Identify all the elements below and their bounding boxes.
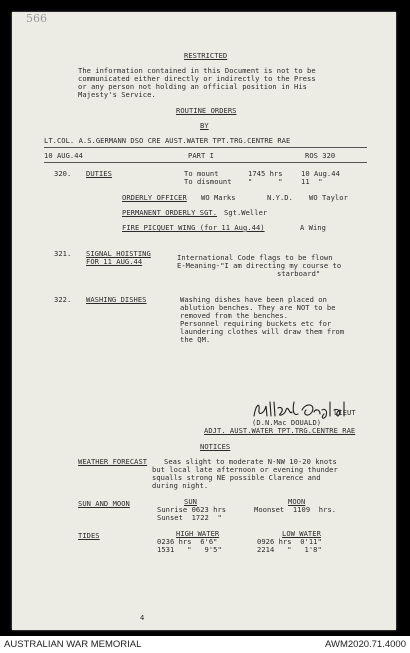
- item-320-title: DUTIES: [86, 169, 112, 178]
- mount-time: 1745 hrs: [248, 169, 283, 178]
- archive-name: AUSTRALIAN WAR MEMORIAL: [4, 639, 142, 650]
- low-water-heading: LOW WATER: [282, 529, 321, 538]
- item-322-number: 322.: [54, 295, 72, 304]
- dismount-date: 11 ": [301, 177, 323, 186]
- order-date: 10 AUG.44: [44, 151, 83, 160]
- item-322-title: WASHING DISHES: [86, 295, 147, 304]
- high-water-1: 0236 hrs 6'6": [157, 537, 218, 546]
- dismount-label: To dismount: [184, 177, 232, 186]
- weather-label: WEATHER FORECAST: [78, 457, 148, 466]
- divider: [44, 162, 367, 163]
- by-line: BY: [200, 121, 209, 130]
- divider: [44, 147, 367, 148]
- order-part: PART I: [188, 151, 214, 160]
- notice-line-3: or any person not holding an official position in His: [78, 82, 308, 91]
- pencil-mark: 566: [26, 12, 47, 25]
- sun-moon-label: SUN AND MOON: [78, 499, 130, 508]
- item-321-line-1: International Code flags to be flown: [177, 253, 333, 262]
- item-321-line-2: E-Meaning-"I am directing my course to: [177, 261, 342, 270]
- high-water-heading: HIGH WATER: [176, 529, 220, 538]
- orderly-officer-next: WO Taylor: [309, 193, 348, 202]
- signature-rank: LIEUT: [334, 408, 356, 417]
- signatory-title: ADJT. AUST.WATER TPT.TRG.CENTRE RAE: [204, 426, 356, 435]
- weather-line-1: Seas slight to moderate N-NW 10-20 knots: [164, 457, 337, 466]
- item-322-line-6: the QM.: [180, 335, 211, 344]
- notices-heading: NOTICES: [200, 442, 231, 451]
- item-321-title-1: SIGNAL HOISTING: [86, 249, 151, 258]
- item-322-line-4: Personnel requiring buckets etc for: [180, 319, 332, 328]
- sunrise: Sunrise 0623 hrs: [157, 505, 227, 514]
- item-322-line-5: laundering clothes will draw them from: [180, 327, 345, 336]
- notice-line-1: The information contained in this Document is not to be: [78, 66, 316, 75]
- orderly-sgt-value: Sgt.Weller: [224, 208, 268, 217]
- orderly-officer-value: WO Marks: [201, 193, 236, 202]
- footer-bar: [0, 636, 410, 653]
- orderly-sgt-label: PERMANENT ORDERLY SGT.: [122, 208, 218, 217]
- signatory-name: (D.N.Mac DOUALD): [252, 418, 322, 427]
- page-mark: 4: [140, 613, 145, 622]
- tides-label: TIDES: [78, 531, 100, 540]
- fire-picquet-label: FIRE PICQUET WING (for 11 Aug.44): [122, 223, 265, 232]
- mount-label: To mount: [184, 169, 219, 178]
- item-320-number: 320.: [54, 169, 72, 178]
- high-water-2: 1531 " 9'5": [157, 545, 222, 554]
- document-page: [12, 12, 396, 630]
- routine-orders-heading: ROUTINE ORDERS: [176, 106, 237, 115]
- mount-date: 10 Aug.44: [301, 169, 340, 178]
- orderly-officer-label: ORDERLY OFFICER: [122, 193, 187, 202]
- weather-line-2: but local late afternoon or evening thunder: [152, 465, 338, 474]
- low-water-1: 0926 hrs 0'11": [257, 537, 322, 546]
- accession-number: AWM2020.71.4000: [325, 639, 406, 650]
- item-322-line-2: ablution benches. They are NOT to be: [180, 303, 336, 312]
- item-322-line-3: removed from the benches.: [180, 311, 289, 320]
- sun-heading: SUN: [184, 497, 197, 506]
- weather-line-3: squalls strong NE possible Clarence and: [152, 473, 321, 482]
- notice-line-2: communicated either directly or indirectly to the Press: [78, 74, 316, 83]
- sunset: Sunset 1722 ": [157, 513, 222, 522]
- weather-line-4: during night.: [152, 481, 209, 490]
- notice-line-4: Majesty's Service.: [78, 90, 156, 99]
- item-322-line-1: Washing dishes have been placed on: [180, 295, 327, 304]
- dismount-time: " ": [248, 177, 283, 186]
- item-321-line-3: starboard": [277, 269, 321, 278]
- item-321-title-2: FOR 11 AUG.44: [86, 257, 143, 266]
- order-number: ROS 320: [305, 151, 336, 160]
- commander-line: LT.COL. A.S.GERMANN DSO CRE AUST.WATER TPT.TRG.CENTRE RAE: [44, 136, 291, 145]
- orderly-officer-nyd: N.Y.D.: [267, 193, 293, 202]
- moon-heading: MOON: [288, 497, 306, 506]
- moonset: Moonset 1109 hrs.: [254, 505, 337, 514]
- restricted-heading: RESTRICTED: [184, 51, 228, 60]
- item-321-number: 321.: [54, 249, 72, 258]
- low-water-2: 2214 " 1'8": [257, 545, 322, 554]
- fire-picquet-value: A Wing: [300, 223, 326, 232]
